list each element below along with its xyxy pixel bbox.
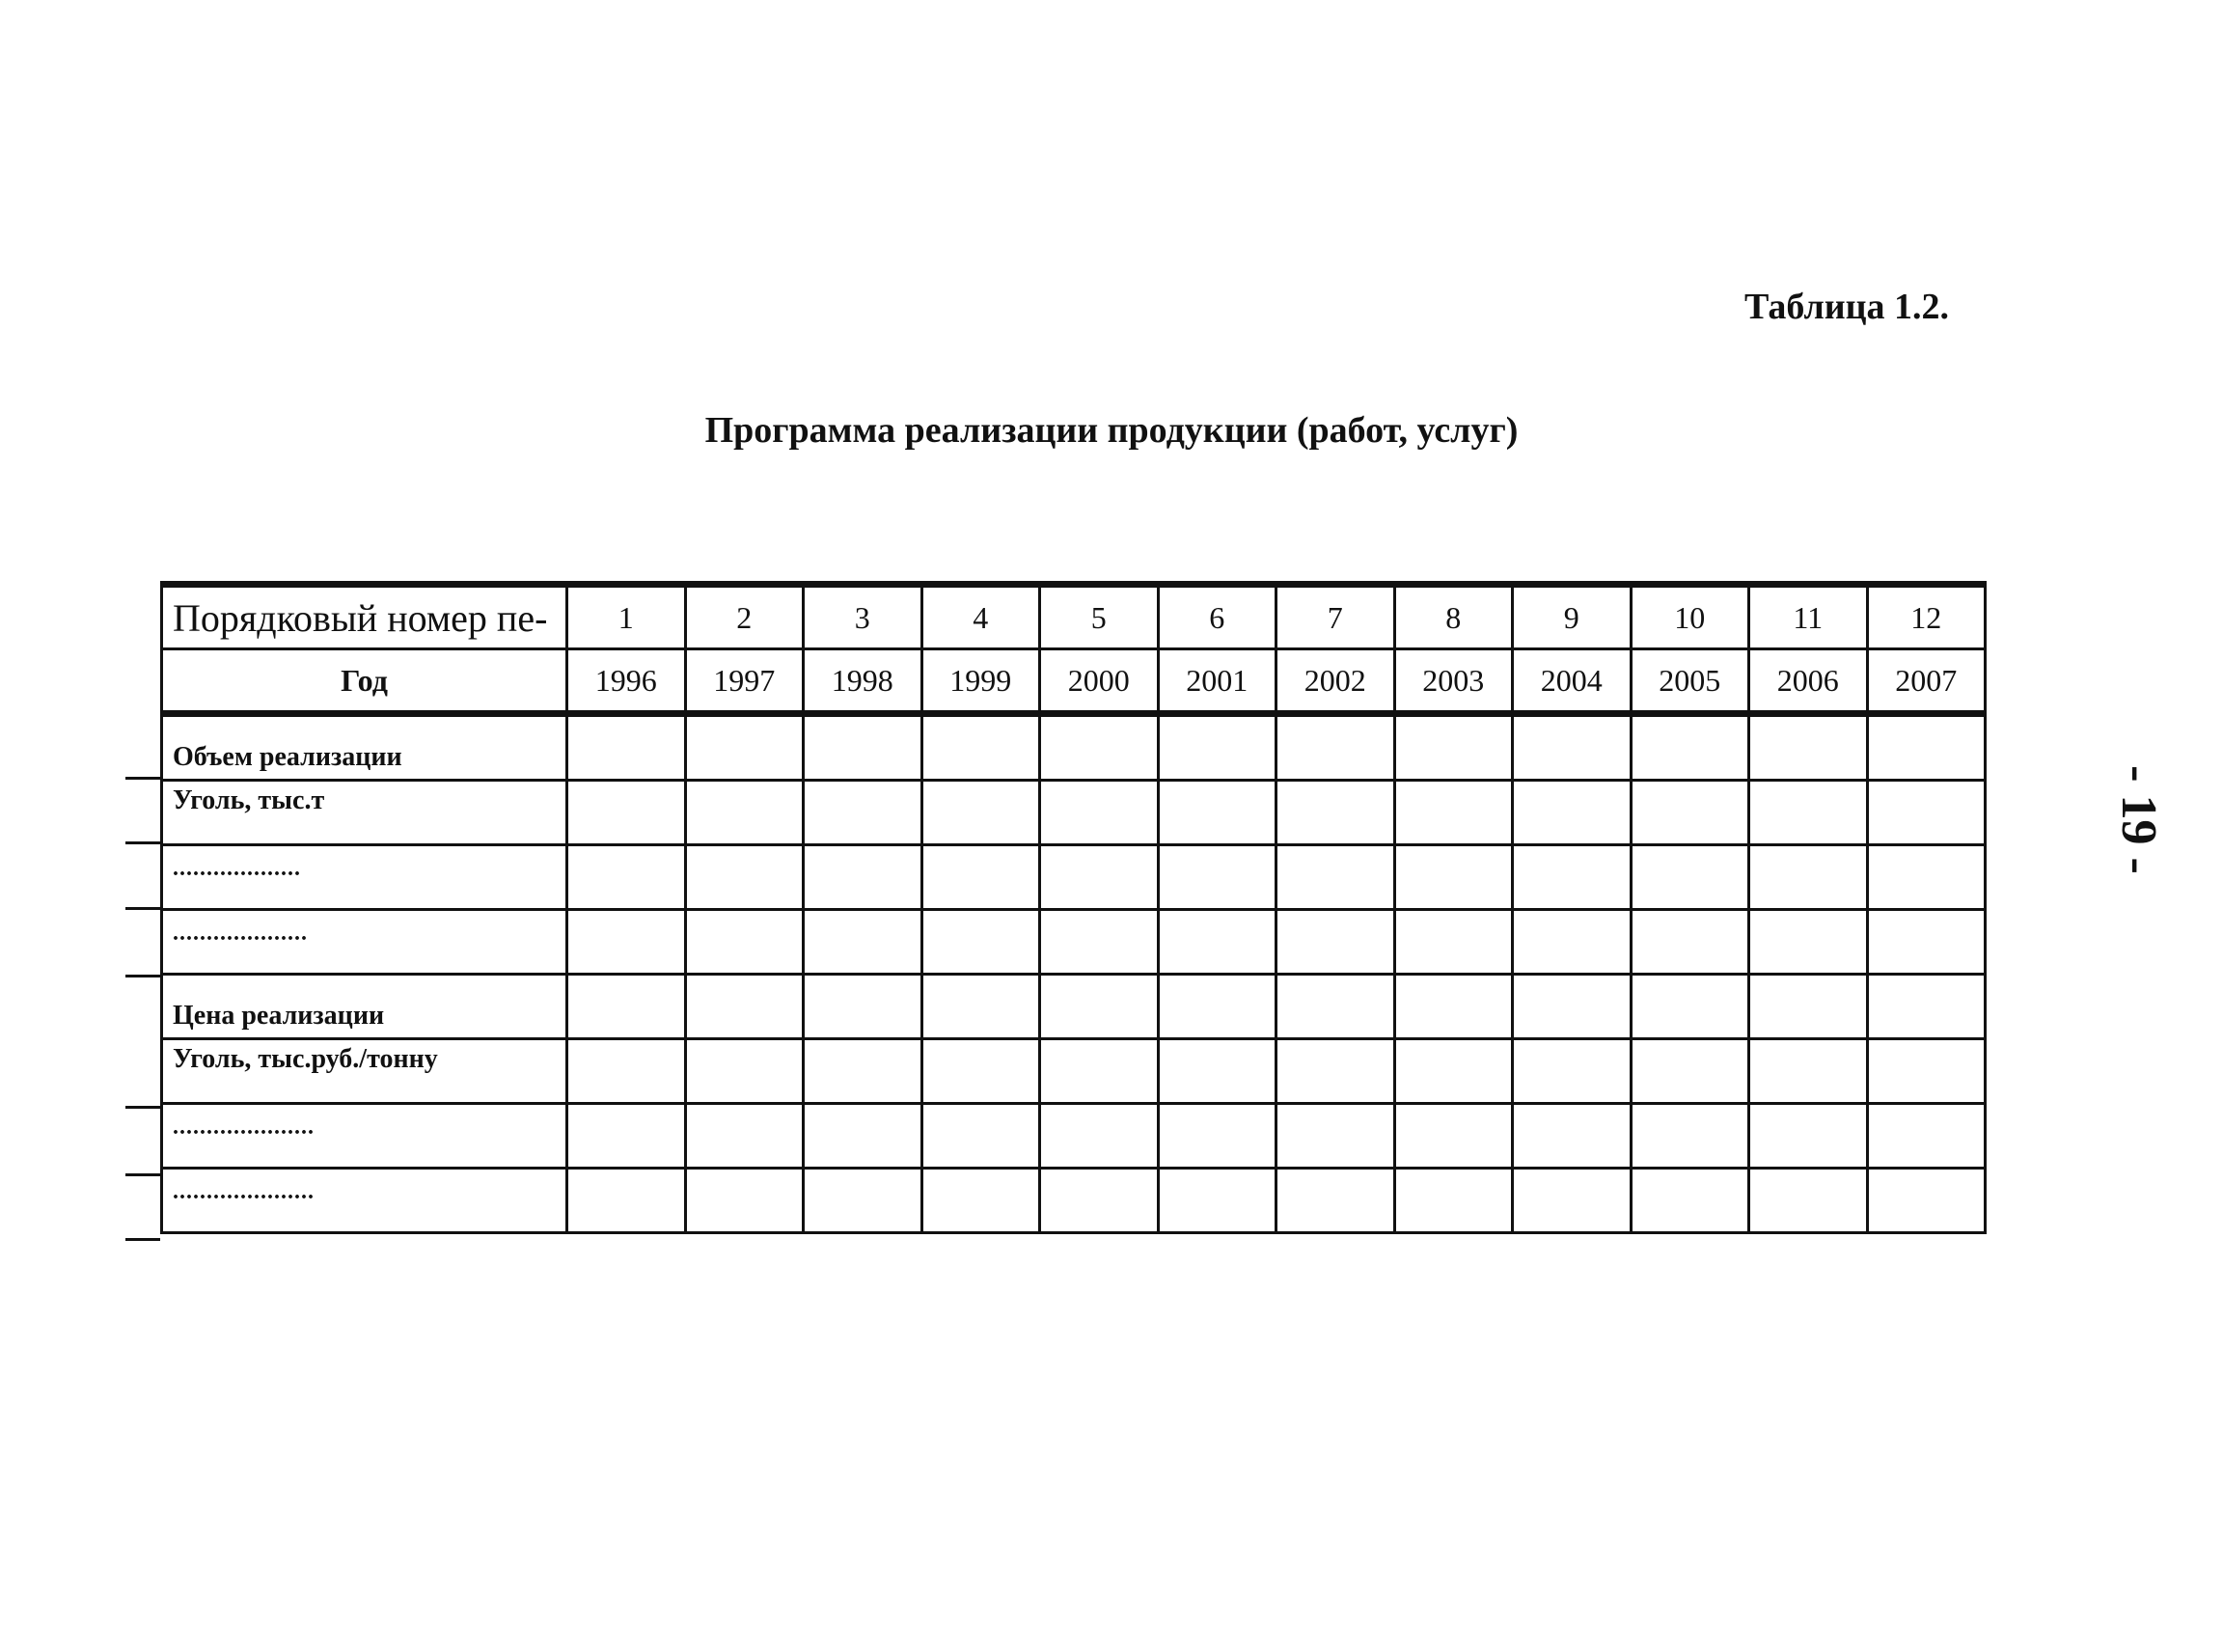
- empty-value-cell: [1867, 975, 1986, 1039]
- empty-value-cell: [1513, 975, 1632, 1039]
- empty-value-cell: [1158, 1039, 1276, 1104]
- empty-value-cell: [567, 714, 686, 781]
- row-label-cell: [162, 1104, 567, 1169]
- empty-value-cell: [685, 975, 804, 1039]
- empty-value-cell: [567, 1039, 686, 1104]
- empty-value-cell: [1867, 714, 1986, 781]
- empty-value-cell: [1158, 910, 1276, 975]
- row-label: Уголь, тыс.руб./тонну: [173, 1044, 438, 1074]
- empty-value-cell: [921, 1039, 1040, 1104]
- empty-value-cell: [1276, 714, 1395, 781]
- empty-value-cell: [1631, 1169, 1749, 1233]
- row-label-cell: [162, 781, 567, 845]
- empty-value-cell: [804, 1104, 922, 1169]
- placeholder-dots: .....................: [173, 1115, 315, 1140]
- year-cell: 2004: [1513, 649, 1632, 714]
- header-serial-number-label: Порядковый номер пе-: [162, 585, 567, 649]
- sales-program-table: [160, 581, 1987, 1234]
- column-number: 7: [1276, 585, 1395, 649]
- empty-value-cell: [1631, 910, 1749, 975]
- empty-value-cell: [1040, 975, 1159, 1039]
- empty-value-cell: [1158, 1169, 1276, 1233]
- empty-value-cell: [1631, 1104, 1749, 1169]
- document-title: Программа реализации продукции (работ, услуг): [704, 410, 1519, 451]
- empty-value-cell: [1513, 910, 1632, 975]
- empty-value-cell: [1276, 910, 1395, 975]
- empty-value-cell: [1158, 714, 1276, 781]
- empty-value-cell: [1158, 781, 1276, 845]
- column-number: 3: [804, 585, 922, 649]
- empty-value-cell: [1867, 1169, 1986, 1233]
- empty-value-cell: [1394, 1169, 1513, 1233]
- margin-tick: [125, 1173, 160, 1176]
- table-row: [162, 1104, 1986, 1169]
- empty-value-cell: [1394, 910, 1513, 975]
- empty-value-cell: [1749, 781, 1868, 845]
- year-cell: 2005: [1631, 649, 1749, 714]
- empty-value-cell: [921, 781, 1040, 845]
- empty-value-cell: [804, 714, 922, 781]
- empty-value-cell: [1276, 781, 1395, 845]
- column-number: 10: [1631, 585, 1749, 649]
- empty-value-cell: [804, 1039, 922, 1104]
- empty-value-cell: [1394, 1039, 1513, 1104]
- header-row-years: [162, 649, 1986, 714]
- margin-tick: [125, 975, 160, 977]
- empty-value-cell: [1631, 1039, 1749, 1104]
- column-number: 9: [1513, 585, 1632, 649]
- empty-value-cell: [1513, 845, 1632, 910]
- empty-value-cell: [1394, 781, 1513, 845]
- empty-value-cell: [1158, 845, 1276, 910]
- empty-value-cell: [1040, 910, 1159, 975]
- empty-value-cell: [1867, 845, 1986, 910]
- empty-value-cell: [1040, 714, 1159, 781]
- table-row: [162, 845, 1986, 910]
- empty-value-cell: [1040, 781, 1159, 845]
- empty-value-cell: [567, 910, 686, 975]
- table-row: [162, 781, 1986, 845]
- empty-value-cell: [1749, 910, 1868, 975]
- empty-value-cell: [1394, 975, 1513, 1039]
- empty-value-cell: [1867, 1039, 1986, 1104]
- empty-value-cell: [685, 845, 804, 910]
- row-label: Цена реализации: [173, 1001, 385, 1031]
- empty-value-cell: [567, 1169, 686, 1233]
- empty-value-cell: [1513, 1039, 1632, 1104]
- empty-value-cell: [921, 910, 1040, 975]
- table-row: [162, 714, 1986, 781]
- empty-value-cell: [567, 1104, 686, 1169]
- empty-value-cell: [921, 714, 1040, 781]
- empty-value-cell: [685, 1039, 804, 1104]
- placeholder-dots: .....................: [173, 1179, 315, 1204]
- empty-value-cell: [1513, 781, 1632, 845]
- empty-value-cell: [1276, 1039, 1395, 1104]
- row-label-cell: [162, 1169, 567, 1233]
- empty-value-cell: [1631, 714, 1749, 781]
- year-cell: 2003: [1394, 649, 1513, 714]
- empty-value-cell: [1158, 1104, 1276, 1169]
- empty-value-cell: [1276, 1104, 1395, 1169]
- placeholder-dots: ...................: [173, 856, 301, 881]
- empty-value-cell: [1867, 910, 1986, 975]
- empty-value-cell: [1040, 1039, 1159, 1104]
- empty-value-cell: [685, 910, 804, 975]
- year-cell: 2007: [1867, 649, 1986, 714]
- empty-value-cell: [1513, 1104, 1632, 1169]
- empty-value-cell: [1749, 975, 1868, 1039]
- empty-value-cell: [1040, 1104, 1159, 1169]
- column-number: 4: [921, 585, 1040, 649]
- empty-value-cell: [1749, 1104, 1868, 1169]
- empty-value-cell: [804, 1169, 922, 1233]
- row-label: Объем реализации: [173, 742, 402, 772]
- margin-tick: [125, 777, 160, 780]
- empty-value-cell: [567, 781, 686, 845]
- row-label-cell: [162, 910, 567, 975]
- column-number: 1: [567, 585, 686, 649]
- column-number: 8: [1394, 585, 1513, 649]
- empty-value-cell: [1040, 1169, 1159, 1233]
- row-label-cell: [162, 975, 567, 1039]
- column-number: 5: [1040, 585, 1159, 649]
- empty-value-cell: [1394, 1104, 1513, 1169]
- table-row: [162, 1169, 1986, 1233]
- empty-value-cell: [804, 975, 922, 1039]
- empty-value-cell: [1276, 975, 1395, 1039]
- empty-value-cell: [921, 1104, 1040, 1169]
- empty-value-cell: [685, 714, 804, 781]
- empty-value-cell: [685, 1104, 804, 1169]
- table-number-label: Таблица 1.2.: [1744, 287, 1950, 327]
- empty-value-cell: [921, 1169, 1040, 1233]
- empty-value-cell: [1158, 975, 1276, 1039]
- empty-value-cell: [567, 975, 686, 1039]
- empty-value-cell: [804, 781, 922, 845]
- margin-tick: [125, 841, 160, 844]
- year-cell: 2006: [1749, 649, 1868, 714]
- margin-tick: [125, 907, 160, 910]
- empty-value-cell: [567, 845, 686, 910]
- empty-value-cell: [1513, 714, 1632, 781]
- column-number: 11: [1749, 585, 1868, 649]
- row-label: Уголь, тыс.т: [173, 785, 325, 815]
- header-row-numbers: [162, 585, 1986, 649]
- year-cell: 2000: [1040, 649, 1159, 714]
- empty-value-cell: [804, 845, 922, 910]
- row-label-cell: [162, 845, 567, 910]
- empty-value-cell: [921, 845, 1040, 910]
- table-row: [162, 975, 1986, 1039]
- empty-value-cell: [921, 975, 1040, 1039]
- year-cell: 1998: [804, 649, 922, 714]
- column-number: 12: [1867, 585, 1986, 649]
- empty-value-cell: [1749, 845, 1868, 910]
- column-number: 2: [685, 585, 804, 649]
- empty-value-cell: [1631, 845, 1749, 910]
- margin-tick: [125, 1238, 160, 1241]
- empty-value-cell: [1040, 845, 1159, 910]
- empty-value-cell: [1867, 1104, 1986, 1169]
- empty-value-cell: [804, 910, 922, 975]
- empty-value-cell: [1276, 1169, 1395, 1233]
- empty-value-cell: [1276, 845, 1395, 910]
- empty-value-cell: [1631, 781, 1749, 845]
- empty-value-cell: [1513, 1169, 1632, 1233]
- page-number: - 19 -: [2110, 765, 2166, 874]
- year-cell: 1999: [921, 649, 1040, 714]
- year-cell: 2002: [1276, 649, 1395, 714]
- empty-value-cell: [1867, 781, 1986, 845]
- empty-value-cell: [1749, 1039, 1868, 1104]
- empty-value-cell: [685, 781, 804, 845]
- year-cell: 1997: [685, 649, 804, 714]
- empty-value-cell: [1749, 1169, 1868, 1233]
- margin-tick: [125, 1106, 160, 1109]
- empty-value-cell: [1631, 975, 1749, 1039]
- empty-value-cell: [1394, 845, 1513, 910]
- empty-value-cell: [1394, 714, 1513, 781]
- empty-value-cell: [685, 1169, 804, 1233]
- year-cell: 1996: [567, 649, 686, 714]
- row-label-cell: [162, 1039, 567, 1104]
- column-number: 6: [1158, 585, 1276, 649]
- empty-value-cell: [1749, 714, 1868, 781]
- table-row: [162, 1039, 1986, 1104]
- header-year-label: Год: [162, 649, 567, 714]
- table-row: [162, 910, 1986, 975]
- row-label-cell: [162, 714, 567, 781]
- year-cell: 2001: [1158, 649, 1276, 714]
- placeholder-dots: ....................: [173, 921, 308, 946]
